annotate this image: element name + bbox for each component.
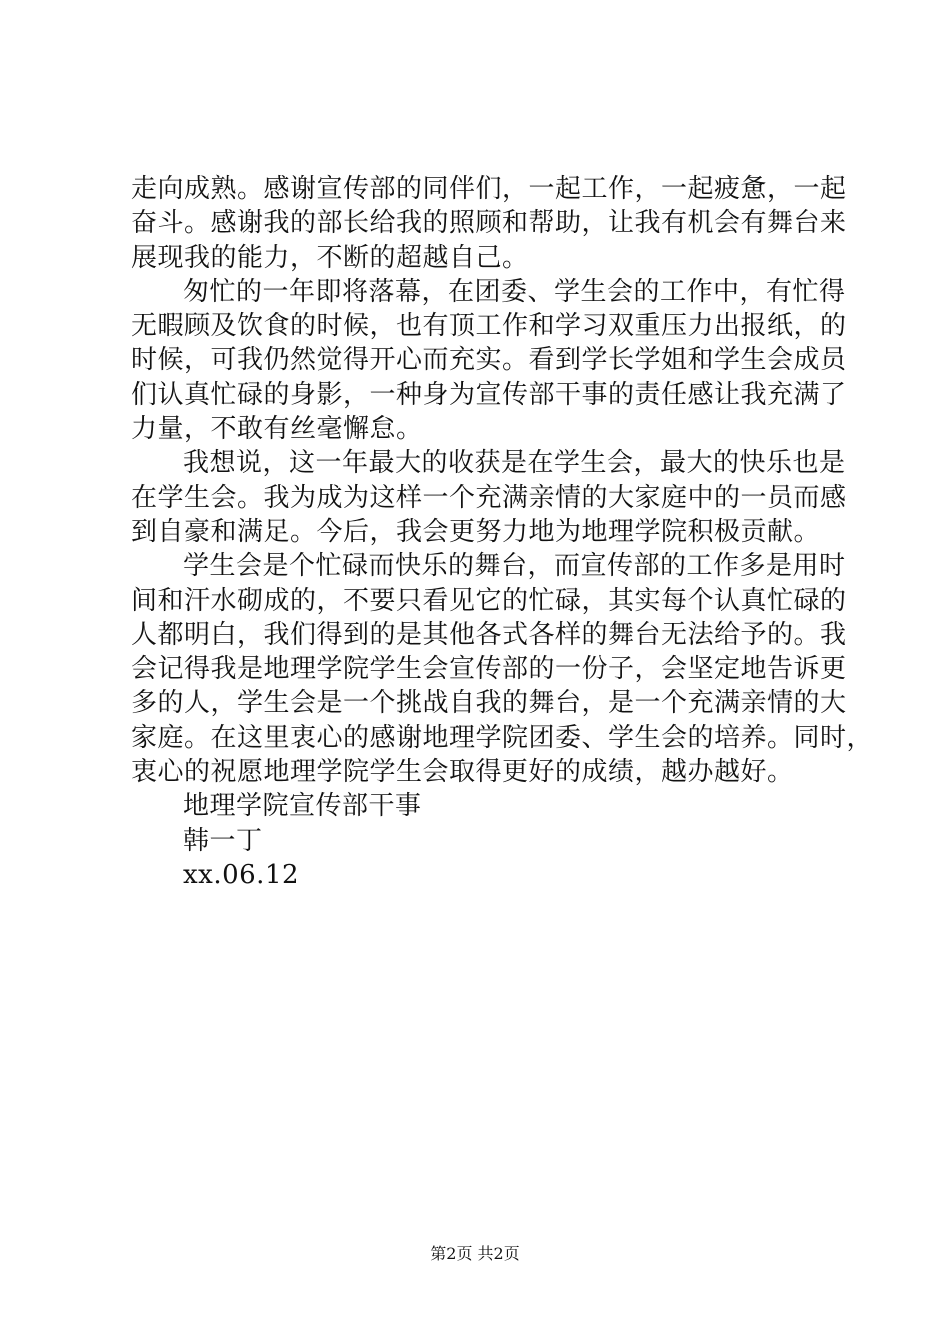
text-line: 力量，不敢有丝毫懈怠。 <box>131 414 423 445</box>
text-line: 奋斗。感谢我的部长给我的照顾和帮助，让我有机会有舞台来 <box>131 208 847 239</box>
text-line: 时候，可我仍然觉得开心而充实。看到学长学姐和学生会成员 <box>131 345 847 376</box>
page-number-footer: 第2页 共2页 <box>430 1244 520 1263</box>
text-line: 家庭。在这里衷心的感谢地理学院团委、学生会的培养。同时， <box>131 722 874 753</box>
text-line: 展现我的能力，不断的超越自己。 <box>131 242 529 273</box>
signature-name: 韩一丁 <box>183 825 263 856</box>
text-line: 们认真忙碌的身影，一种身为宣传部干事的责任感让我充满了 <box>131 379 847 410</box>
signature-department: 地理学院宣传部干事 <box>183 791 422 822</box>
text-line: 间和汗水砌成的，不要只看见它的忙碌，其实每个认真忙碌的 <box>131 585 847 616</box>
text-line: 会记得我是地理学院学生会宣传部的一份子，会坚定地告诉更 <box>131 654 847 685</box>
paragraph-start-line: 学生会是个忙碌而快乐的舞台，而宣传部的工作多是用时 <box>183 551 846 582</box>
text-line: 在学生会。我为成为这样一个充满亲情的大家庭中的一员而感 <box>131 482 847 513</box>
document-body <box>131 172 874 892</box>
paragraph-start-line: 匆忙的一年即将落幕，在团委、学生会的工作中，有忙得 <box>183 276 846 307</box>
text-line: 走向成熟。感谢宣传部的同伴们，一起工作，一起疲惫，一起 <box>131 174 847 204</box>
text-line: 到自豪和满足。今后，我会更努力地为地理学院积极贡献。 <box>131 516 821 547</box>
text-line: 多的人，学生会是一个挑战自我的舞台，是一个充满亲情的大 <box>131 688 847 719</box>
text-line: 衷心的祝愿地理学院学生会取得更好的成绩，越办越好。 <box>131 757 794 788</box>
signature-date: xx.06.12 <box>183 859 300 890</box>
text-line: 无暇顾及饮食的时候，也有顶工作和学习双重压力出报纸，的 <box>131 311 847 342</box>
text-line: 人都明白，我们得到的是其他各式各样的舞台无法给予的。我 <box>131 619 847 650</box>
paragraph-start-line: 我想说，这一年最大的收获是在学生会，最大的快乐也是 <box>183 448 846 479</box>
